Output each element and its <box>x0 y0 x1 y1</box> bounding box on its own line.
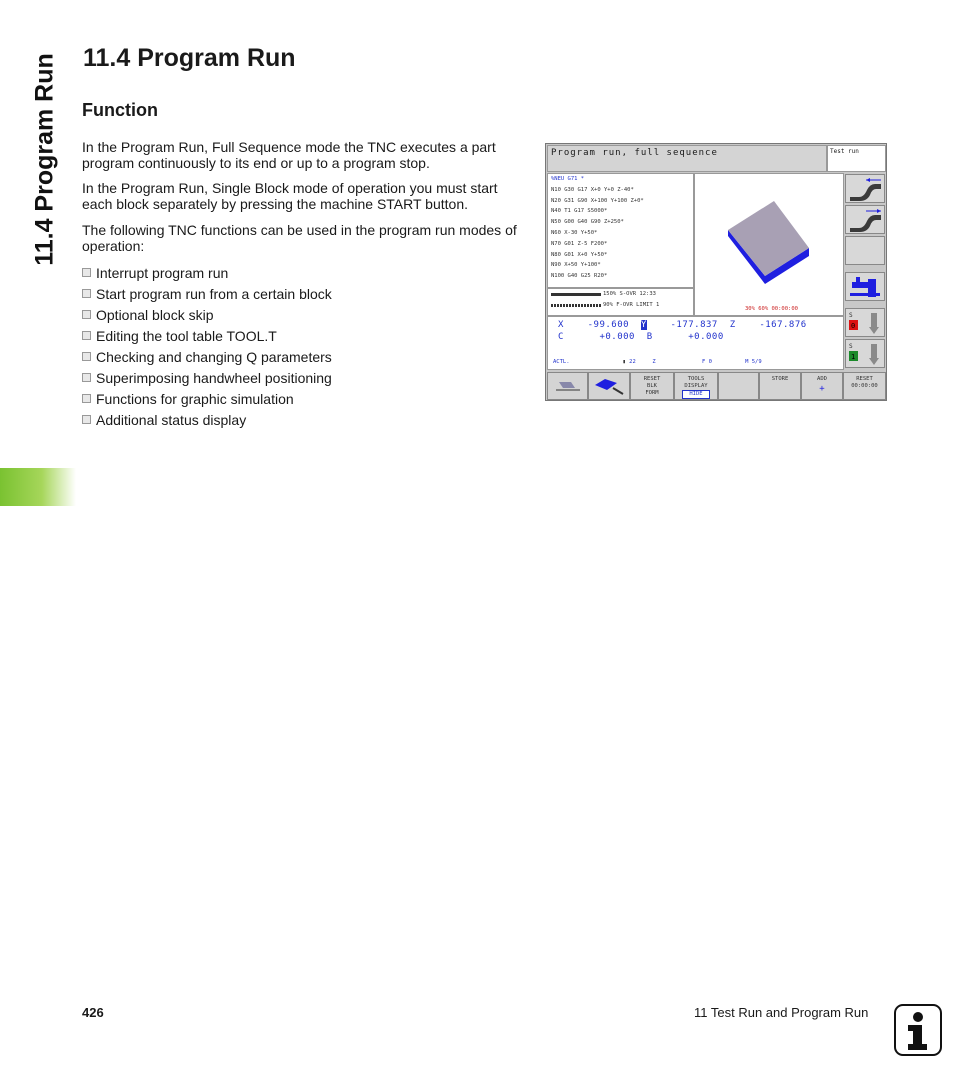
section-heading: 11.4 Program Run <box>83 44 296 72</box>
tnc-screenshot <box>545 143 887 401</box>
x-axis-value: -99.600 <box>587 320 630 330</box>
softkey-label: BLK <box>647 383 657 389</box>
list-item <box>82 304 332 325</box>
softkey-label: TOOLS <box>687 376 705 382</box>
program-line: N70 G01 Z-5 F200* <box>551 240 608 247</box>
coolant-softkey[interactable] <box>845 272 885 301</box>
softkey-empty[interactable] <box>718 372 759 400</box>
program-line: N80 G01 X+0 Y+50* <box>551 251 608 258</box>
bullet-square-icon <box>82 373 91 382</box>
feed-override-text: 90% F-OVR LIMIT 1 <box>603 302 660 308</box>
spindle-stop-softkey[interactable] <box>845 308 885 337</box>
b-axis-label: B <box>646 332 653 342</box>
list-item-text: Start program run from a certain block <box>96 285 332 302</box>
c-axis-value: +0.000 <box>599 332 635 342</box>
secondary-mode-label: Test run <box>827 145 886 172</box>
page-number: 426 <box>82 1005 104 1020</box>
softkey-label: FORM <box>645 390 659 396</box>
softkey-store[interactable] <box>759 372 801 400</box>
softkey-label: STORE <box>771 376 789 382</box>
paragraph-functions-intro: The following TNC functions can be used in the program run modes of operation: <box>82 222 517 254</box>
program-line: N90 X+50 Y+100* <box>551 262 601 269</box>
softkey-label: ADD <box>817 376 827 382</box>
softkey-label: RESET <box>856 376 873 382</box>
spindle-override-bar <box>551 293 601 296</box>
paragraph-single-block: In the Program Run, Single Block mode of operation you must start each block separately by pressing the machine START button. <box>82 180 498 212</box>
coolant-tap-icon <box>846 273 884 300</box>
svg-text:1: 1 <box>851 353 856 361</box>
list-item-text: Interrupt program run <box>96 264 229 281</box>
bullet-square-icon <box>82 331 91 340</box>
y-axis-label: Y <box>640 320 647 330</box>
program-line: N20 G31 G90 X+100 Y+100 Z+0* <box>551 197 644 204</box>
function-list <box>82 262 332 430</box>
program-line: N60 X-30 Y+50* <box>551 229 598 236</box>
spindle-override-text: 150% S-OVR 12:33 <box>603 291 656 297</box>
svg-text:S: S <box>849 312 853 319</box>
list-item <box>82 346 332 367</box>
spindle-stop-icon <box>846 309 884 336</box>
hide-toggle[interactable]: HIDE <box>682 390 709 399</box>
tool-number: 22 <box>629 359 636 365</box>
softkey-add[interactable] <box>801 372 843 400</box>
program-line: %NEU G71 * <box>551 176 585 182</box>
side-chapter-title-text: 11.4 Program Run <box>30 53 59 266</box>
spindle-override-row <box>548 289 693 300</box>
position-row-1 <box>558 320 807 330</box>
bullet-square-icon <box>82 268 91 277</box>
softkey-reset-time[interactable] <box>843 372 886 400</box>
c-axis-label: C <box>558 332 564 342</box>
z-axis-value: -167.876 <box>759 320 807 330</box>
softkey-3d-view[interactable] <box>588 372 630 400</box>
list-item-text: Additional status display <box>96 411 247 428</box>
position-display <box>547 316 844 370</box>
cube-top-face <box>728 201 809 276</box>
program-line: N100 G40 G25 R20* <box>551 273 608 280</box>
ramp-arrow-right-icon <box>846 206 884 233</box>
paragraph-full-sequence: In the Program Run, Full Sequence mode the TNC executes a part program continuously to its end or up to a program stop. <box>82 139 496 171</box>
list-item-text: Editing the tool table TOOL.T <box>96 327 277 344</box>
spindle-start-icon <box>846 340 884 367</box>
position-footer: ACTL. ▮ 22 Z F 0 M 5/9 <box>553 359 762 365</box>
softkey-tools-display[interactable] <box>674 372 718 400</box>
m-functions: M 5/9 <box>745 359 762 365</box>
workpiece-cube-graphic <box>695 174 843 315</box>
list-item-text: Superimposing handwheel positioning <box>96 369 332 386</box>
softkey-view-select[interactable] <box>547 372 588 400</box>
feed-override-bar <box>551 304 601 307</box>
tool-axis: Z <box>652 359 656 365</box>
override-status <box>547 288 694 316</box>
list-item-text: Checking and changing Q parameters <box>96 348 332 365</box>
plan-view-icon <box>553 376 583 394</box>
x-axis-label: X <box>558 320 564 330</box>
plus-icon: + <box>819 384 825 394</box>
list-item <box>82 388 332 409</box>
ramp-arrow-left-icon <box>846 175 884 202</box>
feed-value: F 0 <box>702 359 712 365</box>
override-indicators: 30% 60% 00:00:00 <box>745 306 798 312</box>
softkey-label: 00:00:00 <box>851 383 878 389</box>
blank-softkey[interactable] <box>845 236 885 265</box>
program-line: N40 T1 G17 S5000* <box>551 208 608 215</box>
b-axis-value: +0.000 <box>688 332 724 342</box>
list-item-text: Functions for graphic simulation <box>96 390 294 407</box>
position-row-2 <box>558 332 724 342</box>
list-item-text: Optional block skip <box>96 306 214 323</box>
list-item <box>82 325 332 346</box>
softkey-label: DISPLAY <box>684 383 708 389</box>
bullet-square-icon <box>82 310 91 319</box>
section-subheading: Function <box>82 100 158 120</box>
z-axis-label: Z <box>729 320 736 330</box>
list-item <box>82 283 332 304</box>
list-item <box>82 262 332 283</box>
program-listing <box>547 173 694 288</box>
softkey-reset-blk-form[interactable] <box>630 372 674 400</box>
y-axis-value: -177.837 <box>670 320 718 330</box>
chapter-tab-marker <box>0 468 76 506</box>
svg-text:S: S <box>849 343 853 350</box>
vertical-softkey-bar <box>844 173 887 370</box>
bullet-square-icon <box>82 352 91 361</box>
operating-mode-title: Program run, full sequence <box>547 145 827 172</box>
softkey-label: RESET <box>643 376 661 382</box>
magnifier-3d-icon <box>591 376 627 396</box>
list-item <box>82 409 332 430</box>
info-icon <box>894 1004 942 1056</box>
chapter-footer: 11 Test Run and Program Run <box>694 1005 869 1020</box>
bullet-square-icon <box>82 289 91 298</box>
graphic-simulation-view <box>694 173 844 316</box>
bullet-square-icon <box>82 415 91 424</box>
ramp-right-softkey[interactable] <box>845 205 885 234</box>
svg-text:0: 0 <box>851 322 856 330</box>
program-line: N50 G00 G40 G90 Z+250* <box>551 219 624 226</box>
spindle-start-softkey[interactable] <box>845 339 885 368</box>
program-line: N10 G30 G17 X+0 Y+0 Z-40* <box>551 186 634 193</box>
feed-override-row <box>548 300 693 311</box>
list-item <box>82 367 332 388</box>
side-chapter-title <box>30 50 60 270</box>
bullet-square-icon <box>82 394 91 403</box>
position-mode: ACTL. <box>553 359 570 365</box>
ramp-left-softkey[interactable] <box>845 174 885 203</box>
